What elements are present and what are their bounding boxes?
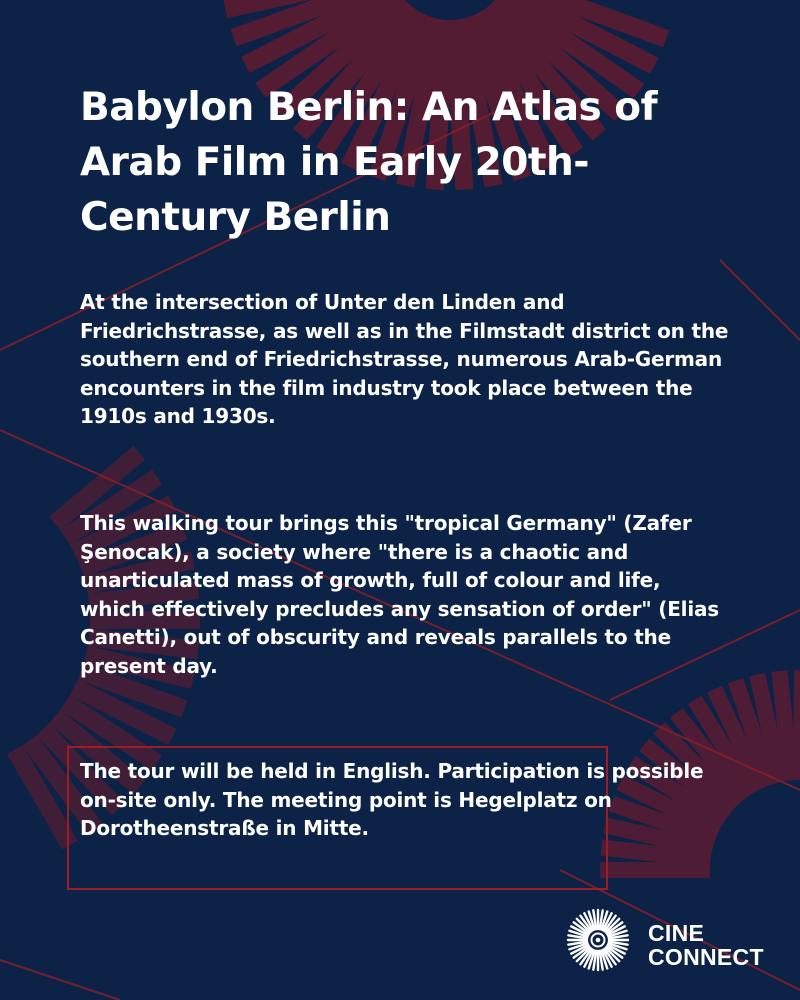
burst-ray [780, 671, 791, 780]
page-title: Babylon Berlin: An Atlas of Arab Film in Early 20th-Century Berlin [80, 85, 658, 240]
info-text: The tour will be held in English. Participation is possible on-site only. The meeting point is Hegelplatz on Dorotheenstraße in Mitte. [80, 759, 704, 841]
logo-line-cine: CINE [648, 920, 705, 946]
intro-paragraph: At the intersection of Unter den Linden and Friedrichstrasse, as well as in the Filmstadt district on the southern end of Friedrichstrasse, numerous Arab-German encounters in the film industry took place between the 1910s and 1930s. [80, 290, 729, 429]
logo-line-connect: CONNECT [648, 944, 764, 970]
description-paragraph: This walking tour brings this "tropical Germany" (Zafer Şenocak), a society where "there is a chaotic and unarticulated mass of growth, full of colour and life, which effectively precludes any sensation of order" (Elias Canetti), out of obscurity and reveals parallels to the present day. [80, 511, 719, 678]
sunburst-logo-icon [566, 908, 630, 972]
logo-wordmark [648, 921, 764, 969]
